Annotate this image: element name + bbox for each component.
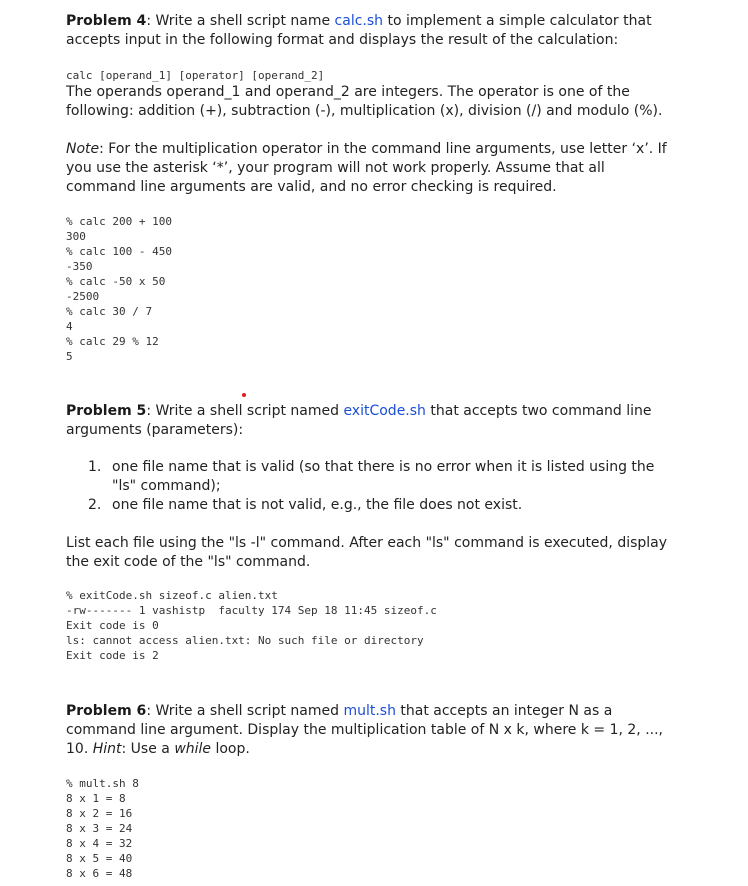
example-line: 8 x 3 = 24 bbox=[66, 822, 133, 835]
example-line: 8 x 1 = 8 bbox=[66, 792, 126, 805]
example-line: 8 x 2 = 16 bbox=[66, 807, 133, 820]
problem-5-instructions: List each file using the "ls -l" command. After each "ls" command is executed, display the exit code of the "ls" command. bbox=[66, 535, 668, 570]
example-line: ls: cannot access alien.txt: No such file or directory bbox=[66, 634, 424, 647]
calc-sh-filename: calc.sh bbox=[334, 13, 384, 29]
red-marker-dot bbox=[242, 393, 246, 397]
problem-5-title: Problem 5 bbox=[66, 403, 147, 419]
example-line: % calc 100 - 450 bbox=[66, 245, 172, 258]
example-line: % mult.sh 8 bbox=[66, 777, 139, 790]
problem-4-note: Note: For the multiplication operator in the command line arguments, use letter ‘x’. If you use the asterisk ‘*’, your program will not work properly. Assume that all command line arguments are valid, and no error checking is required. bbox=[66, 141, 667, 195]
example-line: % calc 30 / 7 bbox=[66, 305, 153, 318]
example-line: Exit code is 2 bbox=[66, 649, 159, 662]
problem-4-example bbox=[66, 214, 172, 364]
problem-5-arguments-list bbox=[66, 458, 666, 515]
example-line: -350 bbox=[66, 260, 93, 273]
problem-4-description: The operands operand_1 and operand_2 are integers. The operator is one of the following: addition (+), subtraction (-), multiplication (x), division (/) and modulo (%). bbox=[66, 84, 663, 119]
example-line: % calc 29 % 12 bbox=[66, 335, 159, 348]
problem-6-example bbox=[66, 776, 139, 881]
example-line: 8 x 4 = 32 bbox=[66, 837, 133, 850]
example-line: -rw------- 1 vashistp faculty 174 Sep 18 11:45 sizeof.c bbox=[66, 604, 437, 617]
calc-syntax: calc [operand_1] [operator] [operand_2] bbox=[66, 69, 325, 82]
example-line: 300 bbox=[66, 230, 86, 243]
list-item: 2. one file name that is not valid, e.g., the file does not exist. bbox=[88, 497, 523, 513]
example-line: % calc -50 x 50 bbox=[66, 275, 166, 288]
hint-label: Hint bbox=[92, 741, 122, 757]
example-line: 4 bbox=[66, 320, 73, 333]
example-line: -2500 bbox=[66, 290, 100, 303]
example-line: 8 x 5 = 40 bbox=[66, 852, 133, 865]
problem-4-statement: Problem 4: Write a shell script name calc.sh to implement a simple calculator that accepts input in the following format and displays the result of the calculation: bbox=[66, 13, 652, 48]
problem-4-title: Problem 4 bbox=[66, 13, 147, 29]
problem-6-title: Problem 6 bbox=[66, 703, 147, 719]
exitcode-sh-filename: exitCode.sh bbox=[343, 403, 426, 419]
problem-5-statement: Problem 5: Write a shell script named exitCode.sh that accepts two command line arguments (parameters): bbox=[66, 403, 652, 438]
problem-6-statement: Problem 6: Write a shell script named mult.sh that accepts an integer N as a command line argument. Display the multiplication table of N x k, where k = 1, 2, ..., 10. Hint: Use a while loop. bbox=[66, 703, 663, 757]
example-line: % exitCode.sh sizeof.c alien.txt bbox=[66, 589, 278, 602]
example-line: % calc 200 + 100 bbox=[66, 215, 172, 228]
problem-5-example bbox=[66, 588, 437, 663]
example-line: Exit code is 0 bbox=[66, 619, 159, 632]
example-line: 5 bbox=[66, 350, 73, 363]
mult-sh-filename: mult.sh bbox=[343, 703, 396, 719]
example-line: 8 x 6 = 48 bbox=[66, 867, 133, 880]
list-item: 1. one file name that is valid (so that there is no error when it is listed using the "ls" command); bbox=[88, 459, 655, 494]
